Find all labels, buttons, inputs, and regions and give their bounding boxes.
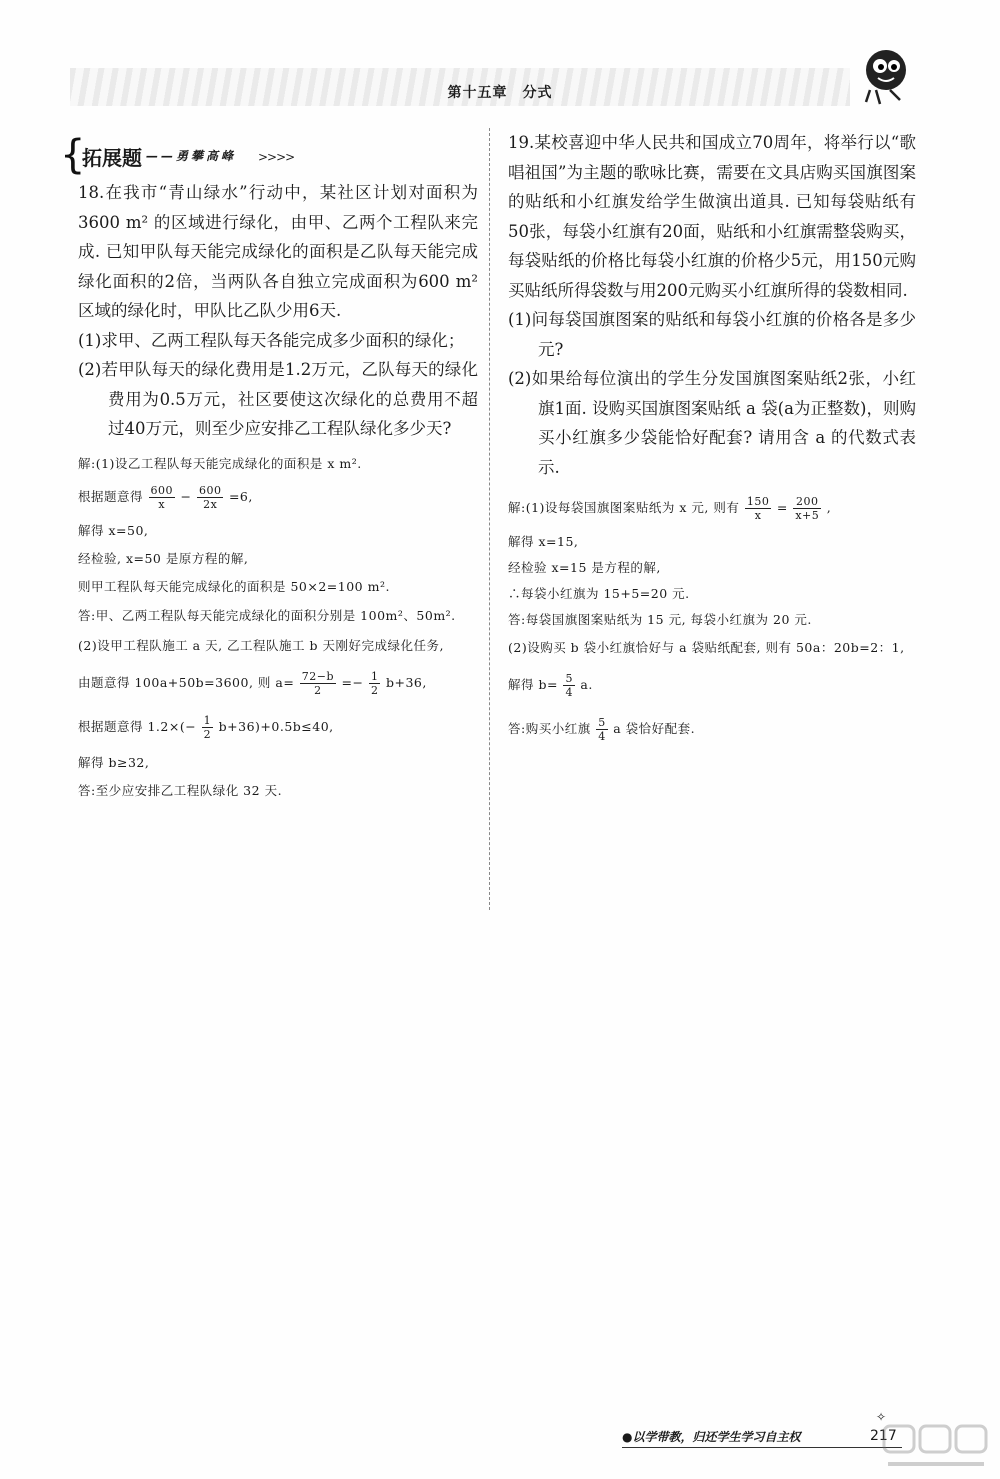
fraction: [202, 714, 214, 741]
numerator: 600: [198, 483, 222, 497]
solution-line: [508, 710, 916, 748]
solution-text: =: [776, 500, 788, 515]
solution-text: 根据题意得: [78, 488, 144, 504]
solution-text: 解:(1)设每袋国旗图案贴纸为 x 元, 则有: [508, 500, 740, 515]
numerator: 1: [370, 669, 379, 683]
page-number: 217: [870, 1428, 897, 1444]
solution-text: 解得 b=: [508, 677, 558, 692]
watermark-logo: [880, 1420, 990, 1478]
solution-line: (2)设购买 b 袋小红旗恰好与 a 袋贴纸配套, 则有 50a：20b=2：1,: [508, 640, 905, 655]
fraction: [745, 495, 772, 522]
problem-18-statement: 18.在我市“青山绿水”行动中，某社区计划对面积为3600 m² 的区域进行绿化，由甲、乙两个工程队来完成. 已知甲队每天能完成绿化的面积是乙队每天能完成绿化面积的2倍，当两队各自独立完成面积为600 m² 区域的绿化时，甲队比乙队少用6天.: [78, 183, 478, 320]
solution-line: 解得 x=15,: [508, 534, 579, 549]
numerator: 200: [793, 495, 821, 509]
numerator: 5: [598, 716, 606, 729]
solution-text: 答:购买小红旗: [508, 721, 591, 736]
problem-19-statement: 19.某校喜迎中华人民共和国成立70周年，将举行以“歌唱祖国”为主题的歌咏比赛，需要在文具店购买国旗图案的贴纸和小红旗发给学生做演出道具. 已知每袋贴纸有50张，每袋小红旗有20面，贴纸和小红旗需整袋购买，每袋贴纸的价格比每袋小红旗的价格少5元，用150元购买贴纸所得袋数与用200元购买小红旗所得的袋数相同.: [508, 133, 916, 300]
solution-text: b+36,: [385, 674, 427, 690]
solution-line: [78, 480, 478, 514]
numerator: 600: [150, 483, 173, 497]
solution-line: 答:每袋国旗图案贴纸为 15 元, 每袋小红旗为 20 元.: [508, 612, 812, 627]
solution-line: (2)设甲工程队施工 a 天, 乙工程队施工 b 天刚好完成绿化任务,: [78, 637, 444, 653]
denominator: 4: [598, 730, 606, 743]
fraction: [596, 716, 608, 743]
numerator: 150: [746, 495, 770, 508]
solution-text: a 袋恰好配套.: [613, 721, 696, 736]
star-icon: ✧: [876, 1410, 887, 1424]
solution-text: =−: [341, 674, 364, 690]
solution-text: 根据题意得 1.2×(−: [78, 718, 197, 734]
solution-line: [508, 490, 916, 526]
problem-18-solution: [78, 454, 478, 802]
solution-text: a.: [580, 677, 593, 692]
solution-line: 经检验 x=15 是方程的解,: [508, 560, 661, 575]
fraction: [369, 670, 381, 697]
denominator: x: [158, 497, 166, 511]
solution-line: ∴每袋小红旗为 15+5=20 元.: [508, 586, 690, 601]
mascot-illustration: [850, 40, 920, 110]
badge-brace-icon: {: [60, 132, 86, 178]
denominator: 2x: [203, 497, 218, 511]
problem-18: [78, 178, 478, 802]
problem-18-question-1: (1)求甲、乙两工程队每天各能完成多少面积的绿化；: [78, 330, 465, 350]
fraction: [300, 670, 336, 697]
section-title: 拓展题: [82, 146, 142, 170]
solution-line: 解得 x=50,: [78, 522, 149, 538]
chevrons-icon: >>>>: [258, 150, 295, 164]
footer-rule: [622, 1447, 902, 1448]
numerator: 1: [203, 713, 212, 727]
fraction: [563, 672, 575, 699]
problem-19-question-2: (2)如果给每位演出的学生分发国旗图案贴纸2张，小红旗1面. 设购买国旗图案贴纸 a 袋(a为正整数)，则购买小红旗多少袋能恰好配套? 请用含 a 的代数式表示.: [508, 369, 916, 477]
problem-18-question-2: (2)若甲队每天的绿化费用是1.2万元，乙队每天的绿化费用为0.5万元，社区要使这次绿化的总费用不超过40万元，则至少应安排乙工程队绿化多少天?: [78, 360, 478, 438]
solution-text: =6,: [228, 488, 253, 504]
solution-line: 经检验, x=50 是原方程的解,: [78, 550, 249, 566]
denominator: 2: [314, 683, 322, 697]
solution-line: [78, 708, 478, 746]
solution-line: 则甲工程队每天能完成绿化的面积是 50×2=100 m².: [78, 578, 390, 594]
problem-19-solution: [508, 490, 916, 748]
denominator: x: [754, 509, 762, 522]
solution-line: [78, 664, 478, 702]
problem-19: [508, 128, 916, 748]
section-subtitle: ——勇攀高峰: [146, 149, 237, 163]
column-divider: [489, 128, 490, 910]
solution-line: 答:至少应安排乙工程队绿化 32 天.: [78, 782, 283, 798]
denominator: 2: [370, 683, 379, 697]
chapter-title: 第十五章 分式: [447, 85, 553, 101]
numerator: 72−b: [301, 669, 335, 683]
denominator: 4: [565, 686, 573, 699]
solution-line: [508, 666, 916, 704]
solution-text: b+36)+0.5b≤40,: [218, 718, 334, 734]
solution-text: −: [180, 488, 192, 504]
denominator: 2: [203, 727, 212, 741]
problem-19-question-1: (1)问每袋国旗图案的贴纸和每袋小红旗的价格各是多少元?: [508, 310, 916, 359]
section-badge: [60, 132, 310, 178]
solution-text: ,: [826, 500, 832, 515]
footer-slogan: ●以学带教，归还学生学习自主权: [622, 1430, 801, 1444]
solution-line: 解得 b≥32,: [78, 754, 150, 770]
fraction: [793, 495, 821, 522]
solution-line: 答:甲、乙两工程队每天能完成绿化的面积分别是 100m²、50m².: [78, 607, 456, 623]
solution-line: 解:(1)设乙工程队每天能完成绿化的面积是 x m².: [78, 455, 362, 471]
numerator: 5: [565, 672, 573, 685]
fraction: [149, 484, 176, 511]
solution-text: 由题意得 100a+50b=3600, 则 a=: [78, 674, 295, 690]
section-subtitle-text: 勇攀高峰: [176, 149, 237, 163]
denominator: x+5: [795, 509, 820, 522]
fraction: [197, 484, 224, 511]
